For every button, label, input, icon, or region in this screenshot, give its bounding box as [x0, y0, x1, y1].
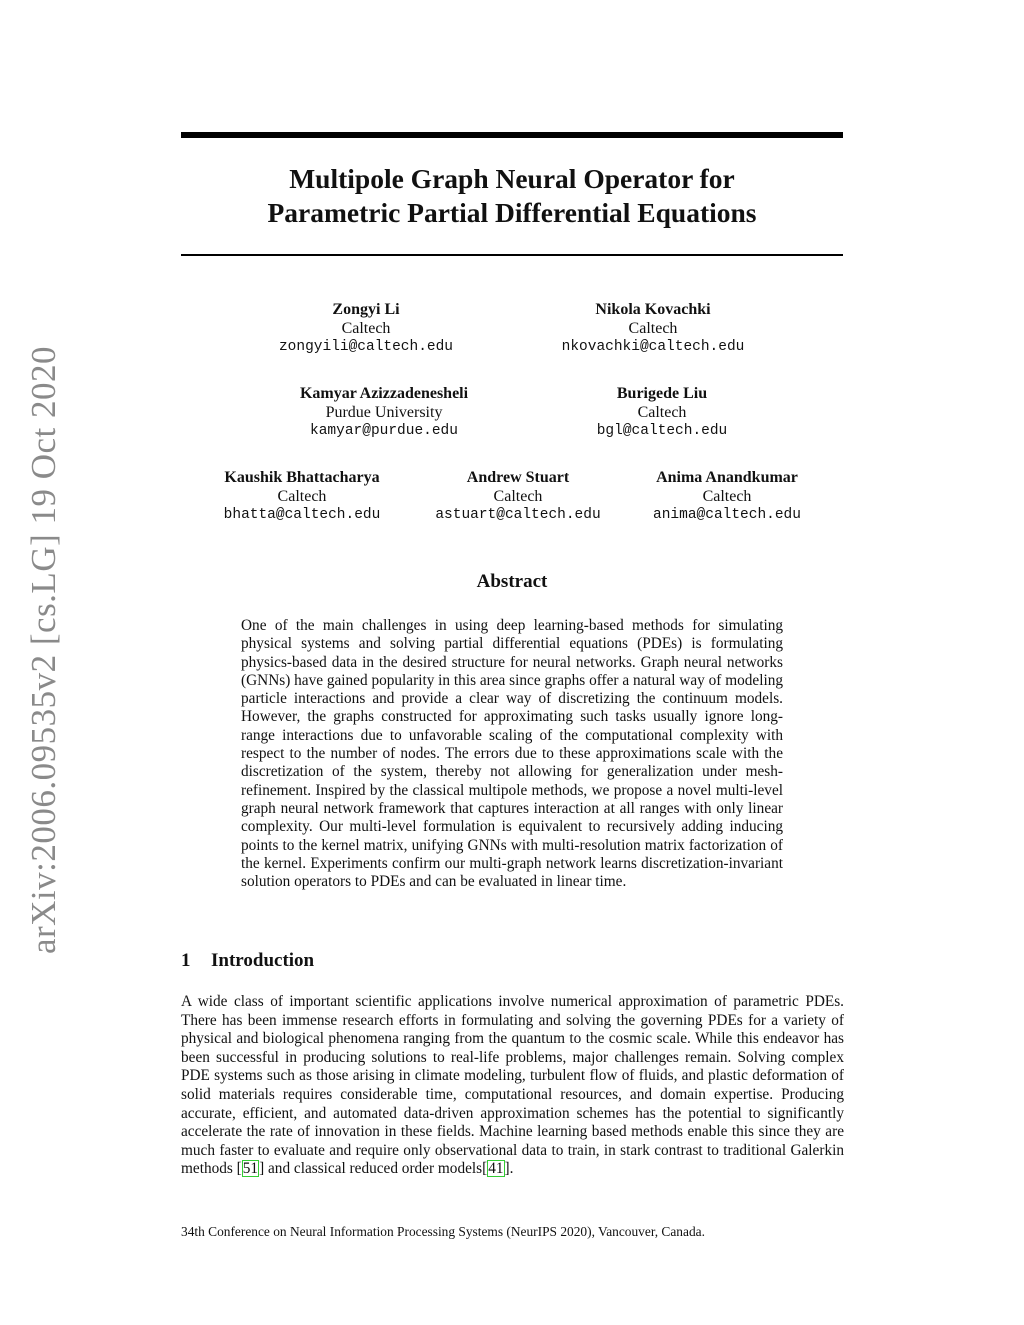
author-name: Nikola Kovachki: [595, 301, 711, 318]
title-line-1: Multipole Graph Neural Operator for: [289, 163, 735, 194]
conference-footnote: 34th Conference on Neural Information Processing Systems (NeurIPS 2020), Vancouver, Canada.: [181, 1224, 705, 1239]
author-name: Kaushik Bhattacharya: [224, 469, 380, 486]
author-affiliation: Caltech: [628, 319, 678, 337]
section-heading-introduction: [181, 950, 314, 972]
author-email[interactable]: nkovachki@caltech.edu: [561, 339, 745, 355]
author-name: Zongyi Li: [332, 301, 400, 318]
author-block: [224, 469, 381, 525]
author-affiliation: Caltech: [341, 319, 391, 337]
author-name: Anima Anandkumar: [656, 469, 798, 486]
title-bottom-rule: [181, 254, 843, 256]
author-email[interactable]: zongyili@caltech.edu: [278, 339, 454, 355]
author-email[interactable]: astuart@caltech.edu: [435, 507, 601, 523]
citation-link[interactable]: 41: [488, 1160, 504, 1178]
introduction-text: and classical reduced order models: [264, 1160, 483, 1178]
author-affiliation: Caltech: [493, 487, 543, 505]
introduction-text: A wide class of important scientific applications involve numerical approximation of parametric PDEs. There has been immense research efforts in formulating and solving the governing PDEs for a variety of physical and biological phenomena ranging from the quantum to the cosmic scale. While this endeavor has been successful in producing solutions to real-life problems, major challenges remain. Solving complex PDE systems such as those arising in climate modeling, turbulent flow of fluids, and plastic deformation of solid materials requires considerable time, computational resources, and domain expertise. Producing accurate, efficient, and automated data-driven approximation schemes has the potential to significantly accelerate the rate of innovation in these fields. Machine learning based methods enable this since they are much faster to evaluate and require only observational data to train, in stark contrast to traditional Galerkin methods: [181, 993, 844, 1178]
author-affiliation: Caltech: [637, 403, 687, 421]
title-top-rule: [181, 132, 843, 138]
paper-title: [181, 162, 843, 230]
citation-link[interactable]: 51: [242, 1160, 259, 1178]
author-affiliation: Caltech: [702, 487, 752, 505]
abstract-heading: Abstract: [476, 571, 548, 592]
author-block: [300, 385, 468, 441]
title-line-2: Parametric Partial Differential Equations: [267, 197, 757, 228]
introduction-paragraph: A wide class of important scientific applications involve numerical approximation of parametric PDEs. There has been immense research efforts in formulating and solving the governing PDEs for a variety of physical and biological phenomena ranging from the quantum to the cosmic scale. While this endeavor has been successful in producing solutions to real-life problems, major challenges remain. Solving complex PDE systems such as those arising in climate modeling, turbulent flow of fluids, and plastic deformation of solid materials requires considerable time, computational resources, and domain expertise. Producing accurate, efficient, and automated data-driven approximation schemes has the potential to significantly accelerate the rate of innovation in these fields. Machine learning based methods enable this since they are much faster to evaluate and require only observational data to train, in stark contrast to traditional Galerkin methods [51] and classical reduced order models[41].: [181, 993, 844, 1178]
introduction-text: .: [509, 1160, 514, 1178]
author-email[interactable]: bhatta@caltech.edu: [223, 507, 381, 523]
author-block: [279, 301, 453, 357]
author-email[interactable]: anima@caltech.edu: [653, 507, 801, 523]
abstract-text: One of the main challenges in using deep learning-based methods for simulating physical systems and solving partial differential equations (PDEs) is formulating physics-based data in the desired structure for neural networks. Graph neural networks (GNNs) have gained popularity in this area since graphs offer a natural way of modeling particle interactions and provide a clear way of discretizing the continuum models. However, the graphs constructed for approximating such tasks usually ignore long-range interactions due to unfavorable scaling of the computational complexity with respect to the number of nodes. The errors due to these approximations scale with the discretization of the system, thereby not allowing for generalization under mesh-refinement. Inspired by the classical multipole methods, we propose a novel multi-level graph neural network framework that captures interaction at all ranges with only linear complexity. Our multi-level formulation is equivalent to recursively adding inducing points to the kernel matrix, unifying GNNs with multi-resolution matrix factorization of the kernel. Experiments confirm our multi-graph network learns discretization-invariant solution operators to PDEs and can be evaluated in linear time.: [241, 617, 783, 891]
section-number: 1: [181, 950, 191, 971]
arxiv-identifier-stamp: arXiv:2006.09535v2 [cs.LG] 19 Oct 2020: [24, 345, 63, 955]
author-block: [653, 469, 801, 525]
author-email[interactable]: bgl@caltech.edu: [596, 423, 728, 439]
author-block: [597, 385, 728, 441]
author-email[interactable]: kamyar@purdue.edu: [310, 423, 458, 439]
author-name: Kamyar Azizzadenesheli: [299, 385, 469, 402]
section-title: Introduction: [211, 950, 315, 971]
author-name: Burigede Liu: [616, 385, 708, 402]
author-block: [435, 469, 600, 525]
author-affiliation: Purdue University: [325, 403, 443, 421]
author-name: Andrew Stuart: [466, 469, 570, 486]
author-block: [562, 301, 745, 357]
author-affiliation: Caltech: [277, 487, 327, 505]
